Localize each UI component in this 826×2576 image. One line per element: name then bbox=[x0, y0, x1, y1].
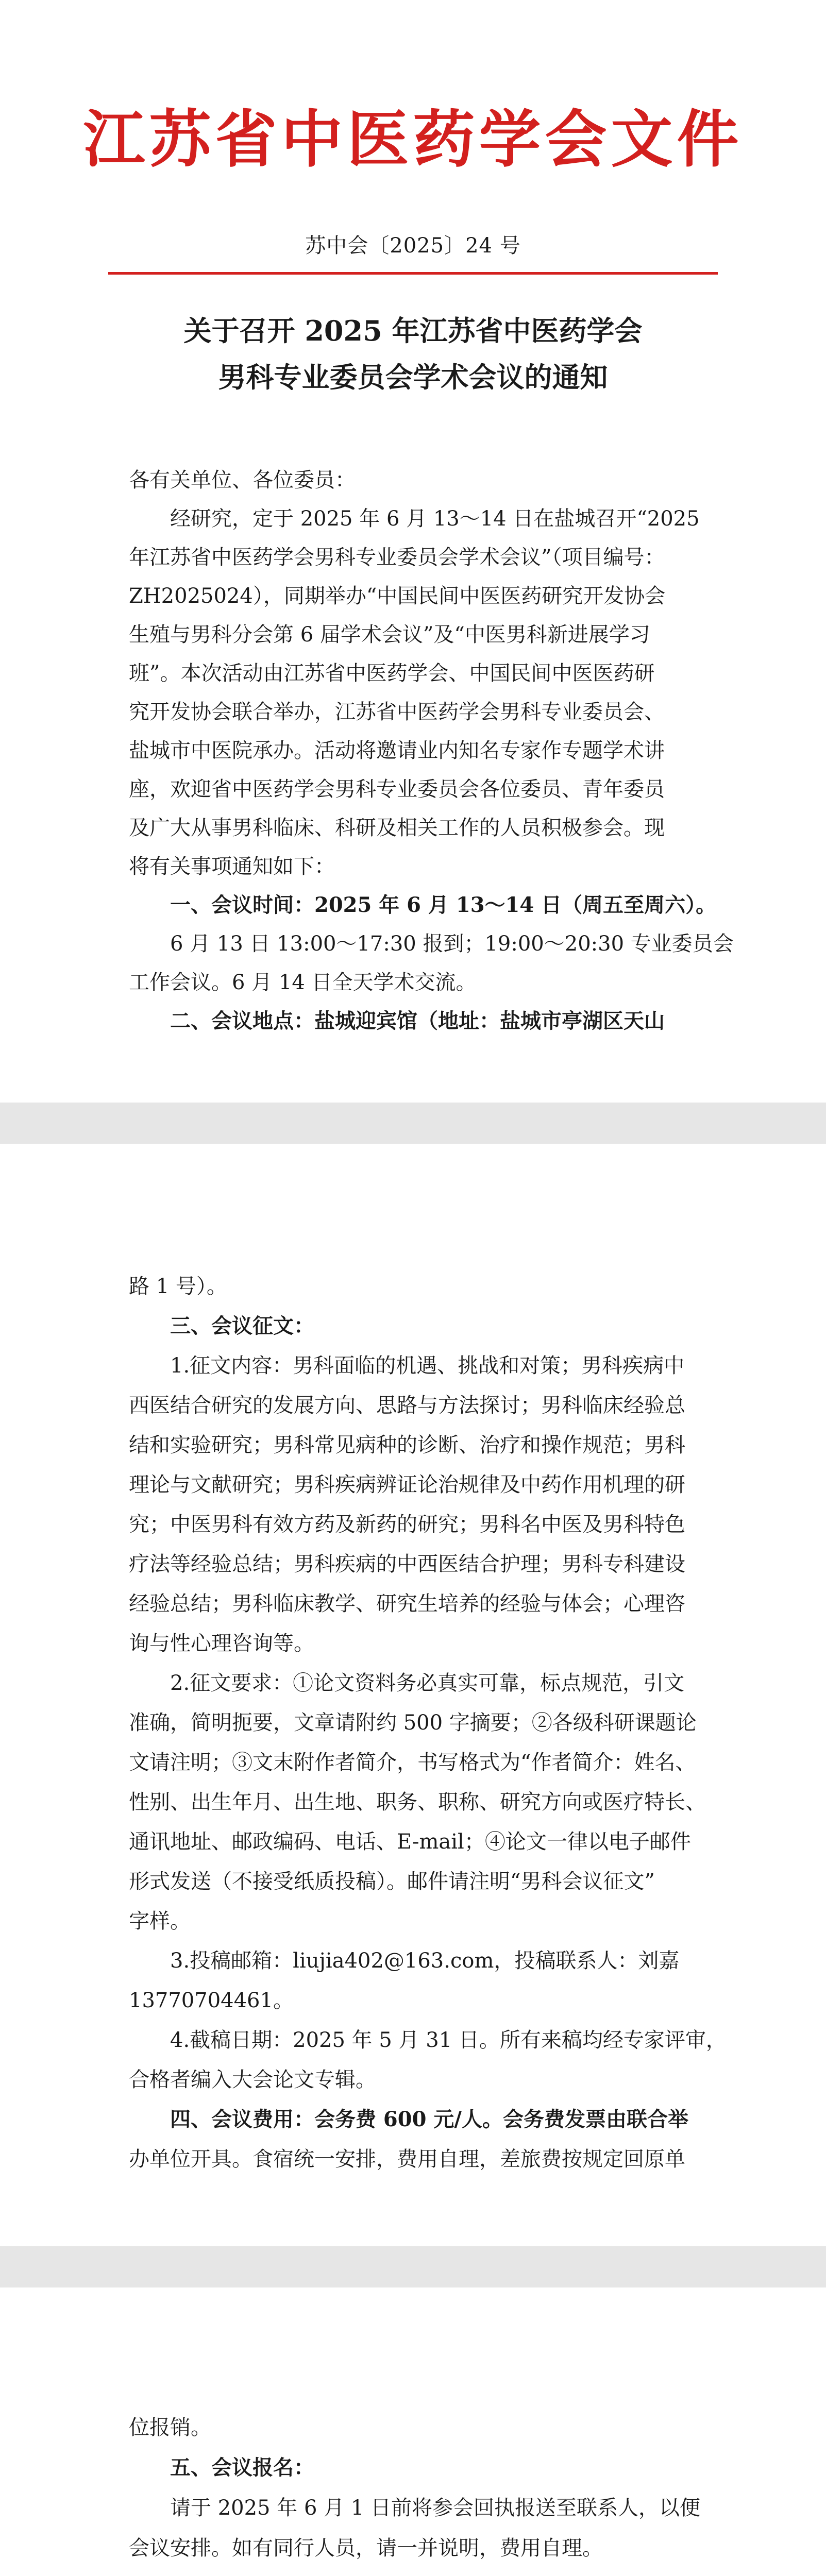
section-heading-registration: 五、会议报名： bbox=[170, 2455, 314, 2480]
body-line: 路 1 号）。 bbox=[129, 1275, 227, 1298]
body-line: 结和实验研究；男科常见病种的诊断、治疗和操作规范；男科 bbox=[129, 1433, 685, 1457]
body-line: 经研究，定于 2025 年 6 月 13～14 日在盐城召开“2025 bbox=[170, 507, 700, 531]
body-line: 询与性心理咨询等。 bbox=[129, 1632, 314, 1655]
body-line: 及广大从事男科临床、科研及相关工作的人员积极参会。现 bbox=[129, 816, 665, 840]
notice-title-line-1: 关于召开 2025 年江苏省中医药学会 bbox=[183, 314, 643, 347]
section-heading-discipline bbox=[170, 2572, 685, 2576]
body-line: 西医结合研究的发展方向、思路与方法探讨；男科临床经验总 bbox=[129, 1394, 685, 1417]
body-line: 生殖与男科分会第 6 届学术会议”及“中医男科新进展学习 bbox=[129, 623, 650, 647]
body-line: 字样。 bbox=[129, 1909, 191, 1933]
body-line: 4.截稿日期：2025 年 5 月 31 日。所有来稿均经专家评审， bbox=[170, 2028, 727, 2052]
body-line: 会议安排。如有同行人员，请一并说明，费用自理。 bbox=[129, 2536, 603, 2560]
submission-email-line: 3.投稿邮箱：liujia402@163.com，投稿联系人：刘嘉 bbox=[170, 1949, 680, 1973]
body-line: 通讯地址、邮政编码、电话、E-mail；④论文一律以电子邮件 bbox=[129, 1830, 691, 1854]
document-page-2 bbox=[0, 1144, 826, 2246]
section-heading-venue: 二、会议地点：盐城迎宾馆（地址：盐城市亭湖区天山 bbox=[170, 1009, 665, 1033]
body-line: 13770704461。 bbox=[129, 1989, 294, 2012]
section-heading-time: 一、会议时间：2025 年 6 月 13～14 日（周五至周六）。 bbox=[170, 893, 717, 917]
document-number: 苏中会〔2025〕24 号 bbox=[305, 234, 521, 258]
body-line: 究；中医男科有效方药及新药的研究；男科名中医及男科特色 bbox=[129, 1513, 685, 1536]
body-line: 办单位开具。食宿统一安排，费用自理，差旅费按规定回原单 bbox=[129, 2147, 685, 2171]
body-line: 6 月 13 日 13:00～17:30 报到；19:00～20:30 专业委员会 bbox=[170, 932, 734, 956]
document-page-3 bbox=[0, 2287, 826, 2576]
body-line: 请于 2025 年 6 月 1 日前将参会回执报送至联系人，以便 bbox=[170, 2496, 700, 2520]
body-line: 理论与文献研究；男科疾病辨证论治规律及中药作用机理的研 bbox=[129, 1473, 685, 1497]
body-line: 位报销。 bbox=[129, 2416, 211, 2439]
body-line: 班”。本次活动由江苏省中医药学会、中国民间中医医药研 bbox=[129, 662, 655, 685]
body-line: 年江苏省中医药学会男科专业委员会学术会议”（项目编号： bbox=[129, 546, 665, 569]
body-line: 将有关事项通知如下： bbox=[129, 855, 335, 878]
salutation: 各有关单位、各位委员： bbox=[129, 468, 356, 492]
notice-title-line-2: 男科专业委员会学术会议的通知 bbox=[218, 361, 608, 394]
body-line: 盐城市中医院承办。活动将邀请业内知名专家作专题学术讲 bbox=[129, 739, 665, 762]
body-line: ZH2025024），同期举办“中国民间中医医药研究开发协会 bbox=[129, 584, 666, 608]
red-divider bbox=[108, 272, 718, 275]
document-page-1 bbox=[0, 0, 826, 1103]
body-line: 疗法等经验总结；男科疾病的中西医结合护理；男科专科建设 bbox=[129, 1552, 685, 1576]
body-line: 合格者编入大会论文专辑。 bbox=[129, 2068, 376, 2092]
body-line: 形式发送（不接受纸质投稿）。邮件请注明“男科会议征文” bbox=[129, 1870, 655, 1893]
body-line: 2.征文要求：①论文资料务必真实可靠，标点规范，引文 bbox=[170, 1671, 685, 1695]
body-line: 工作会议。6 月 14 日全天学术交流。 bbox=[129, 971, 477, 994]
body-line: 性别、出生年月、出生地、职务、职称、研究方向或医疗特长、 bbox=[129, 1790, 706, 1814]
body-line: 文请注明；③文末附作者简介，书写格式为“作者简介：姓名、 bbox=[129, 1751, 696, 1774]
body-line: 究开发协会联合举办，江苏省中医药学会男科专业委员会、 bbox=[129, 700, 665, 724]
body-line: 准确，简明扼要，文章请附约 500 字摘要；②各级科研课题论 bbox=[129, 1711, 697, 1735]
body-line: 经验总结；男科临床教学、研究生培养的经验与体会；心理咨 bbox=[129, 1592, 685, 1616]
body-line: 1.征文内容：男科面临的机遇、挑战和对策；男科疾病中 bbox=[170, 1354, 685, 1378]
document-header-title: 江苏省中医药学会文件 bbox=[83, 103, 743, 176]
section-heading-papers: 三、会议征文： bbox=[170, 1314, 314, 1338]
section-heading-fees: 四、会议费用：会务费 600 元/人。会务费发票由联合举 bbox=[170, 2107, 688, 2131]
body-line: 座，欢迎省中医药学会男科专业委员会各位委员、青年委员 bbox=[129, 777, 665, 801]
